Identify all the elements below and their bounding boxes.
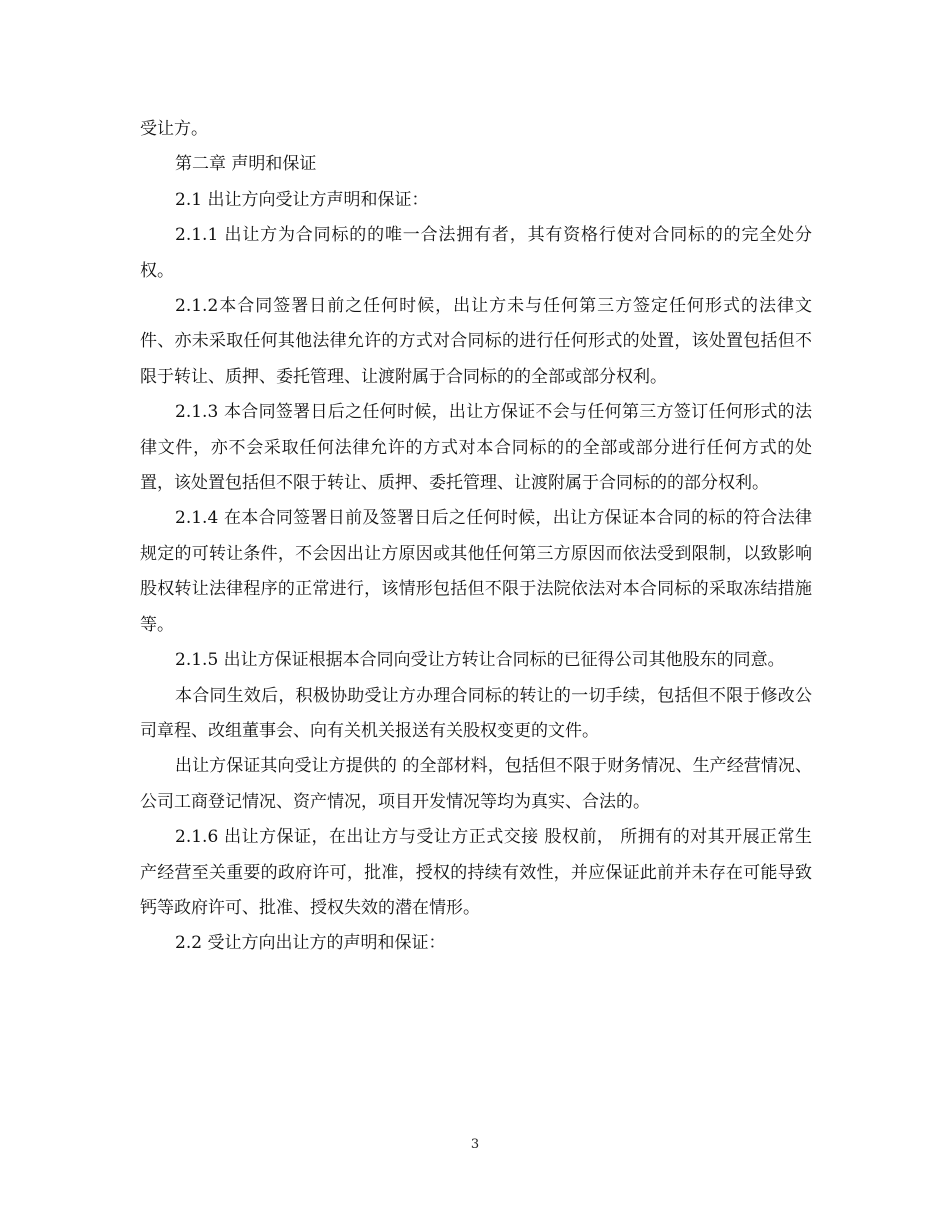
clause-2-1-2: 2.1.2本合同签署日前之任何时候，出让方未与任何第三方签定任何形式的法律文件、亦未采取任何其他法律允许的方式对合同标的进行任何形式的处置，该处置包括但不限于转让、质押、委托管理、让渡附属于合同标的的全部或部分权利。 [140, 296, 812, 387]
clause-2-1-3: 2.1.3 本合同签署日后之任何时候，出让方保证不会与任何第三方签订任何形式的法律文件，亦不会采取任何法律允许的方式对本合同标的的全部或部分进行任何方式的处置，该处置包括但不限于转让、质押、委托管理、让渡附属于合同标的的部分权利。 [140, 402, 812, 494]
clause-2-1-4: 2.1.4 在本合同签署日前及签署日后之任何时候，出让方保证本合同的标的符合法律规定的可转让条件，不会因出让方原因或其他任何第三方原因而依法受到限制，以致影响股权转让法律程序的正常进行，该情形包括但不限于法院依法对本合同标的采取冻结措施等。 [140, 508, 812, 635]
section-heading-2-1: 2.1 出让方向受让方声明和保证： [175, 189, 429, 210]
paragraph-materials: 出让方保证其向受让方提供的 的全部材料，包括但不限于财务情况、生产经营情况、公司工商登记情况、资产情况，项目开发情况等均为真实、合法的。 [140, 756, 812, 812]
document-page [140, 112, 812, 962]
clause-2-1-1: 2.1.1 出让方为合同标的的唯一合法拥有者，其有资格行使对合同标的的完全处分权。 [140, 225, 812, 281]
clause-2-1-6: 2.1.6 出让方保证，在出让方与受让方正式交接 股权前， 所拥有的对其开展正常生产经营至关重要的政府许可，批准，授权的持续有效性，并应保证此前并未存在可能导致钙等政府许可、批准、授权失效的潜在情形。 [140, 827, 812, 918]
clause-2-1-5: 2.1.5 出让方保证根据本合同向受让方转让合同标的已征得公司其他股东的同意。 [175, 650, 785, 671]
chapter-heading: 第二章 声明和保证 [175, 154, 317, 175]
paragraph-assistance: 本合同生效后，积极协助受让方办理合同标的转让的一切手续，包括但不限于修改公司章程、改组董事会、向有关机关报送有关股权变更的文件。 [140, 685, 812, 741]
paragraph-continuation: 受让方。 [140, 119, 208, 139]
section-heading-2-2: 2.2 受让方向出让方的声明和保证： [175, 933, 446, 954]
page-number: 3 [470, 1137, 480, 1152]
